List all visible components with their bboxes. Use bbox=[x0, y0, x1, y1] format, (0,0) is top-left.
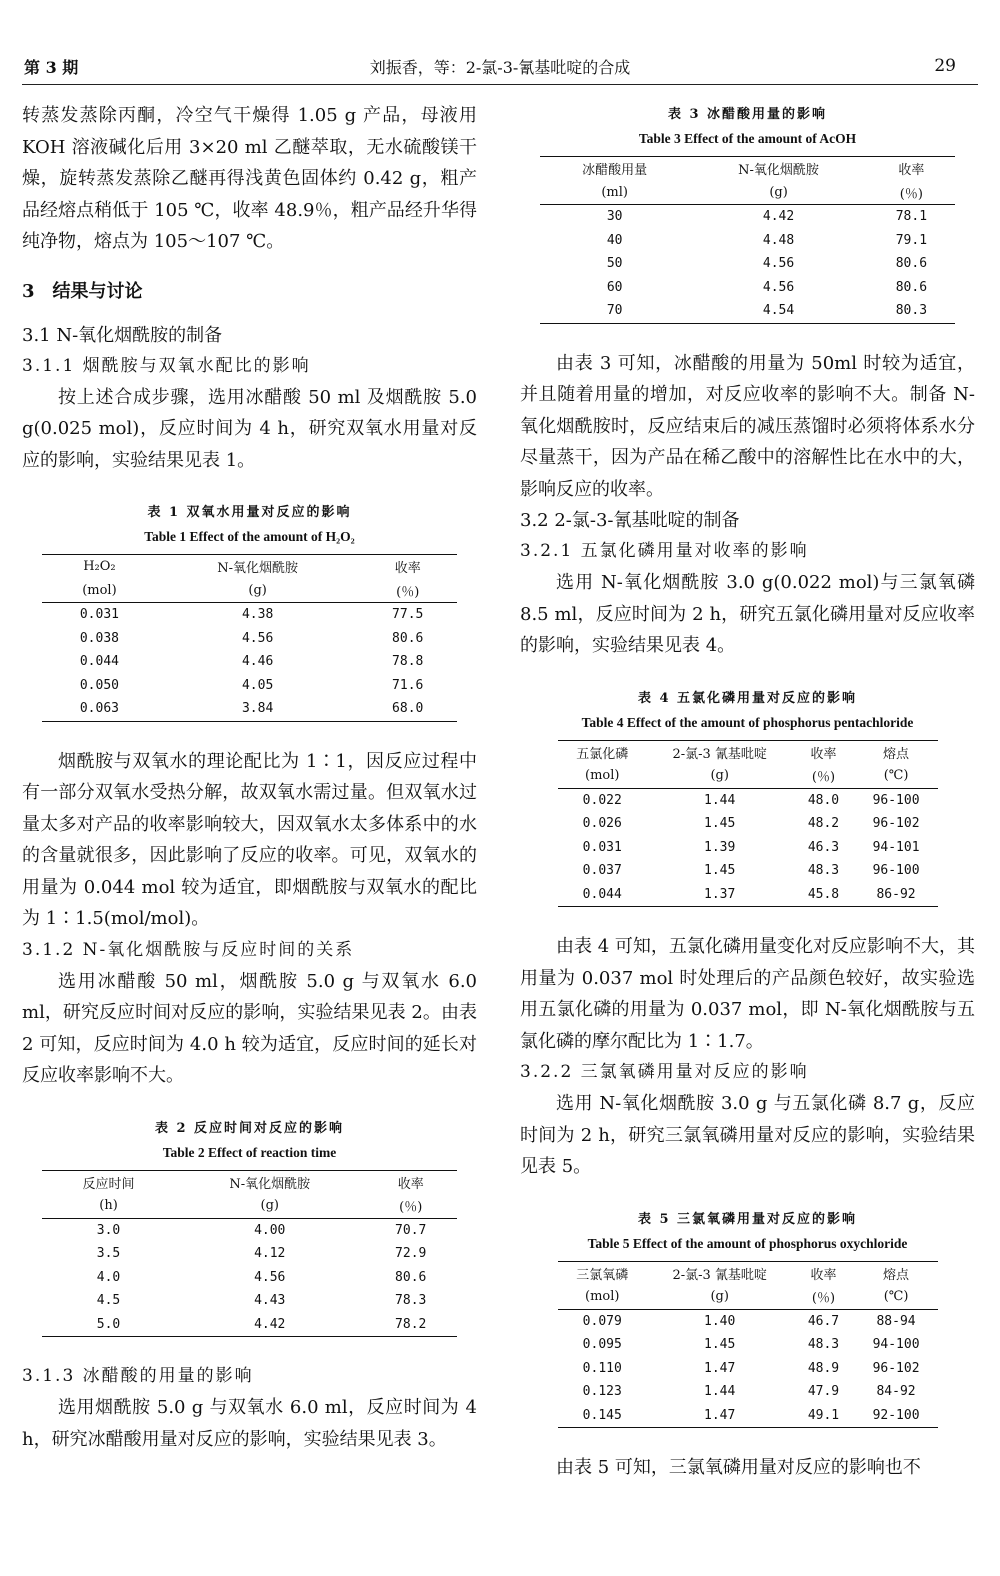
column-header: 冰醋酸用量 bbox=[582, 163, 648, 179]
column-header: N-氧化烟酰胺 bbox=[229, 1176, 311, 1192]
table-caption-zh: 表 4 五氯化磷用量对反应的影响 bbox=[637, 690, 858, 706]
column-header: 熔点 bbox=[883, 1267, 910, 1283]
header-rule bbox=[22, 84, 978, 85]
table-cell: 48.3 bbox=[807, 863, 840, 879]
column-header: H₂O₂ bbox=[83, 559, 116, 575]
table-row bbox=[558, 836, 938, 860]
running-title: 刘振香，等：2-氯-3-氰基吡啶的合成 bbox=[369, 58, 631, 77]
table-cell: 48.2 bbox=[807, 816, 840, 832]
table-row bbox=[558, 788, 938, 812]
paragraph-3-1-1: 按上述合成步骤，选用冰醋酸 50 ml 及烟酰胺 5.0 g(0.025 mol)，反应时间为 4 h，研究双氧水用量对反应的影响，实验结果见表 1。 bbox=[22, 386, 477, 471]
table-caption-zh: 表 5 三氯氧磷用量对反应的影响 bbox=[637, 1211, 858, 1227]
table-cell: 80.6 bbox=[895, 279, 928, 295]
table-cell: 1.37 bbox=[704, 886, 736, 902]
table-cell: 88-94 bbox=[876, 1313, 916, 1329]
table-5 bbox=[520, 1209, 975, 1429]
table-cell: 3.0 bbox=[96, 1222, 121, 1238]
table-row bbox=[42, 603, 457, 627]
table-row bbox=[42, 1289, 457, 1313]
paragraph-after-table-4: 由表 4 可知，五氯化磷用量变化对反应影响不大，其用量为 0.037 mol 时处理后的产品颜色较好，故实验选用五氯化磷的用量为 0.037 mol，即 N-氧化烟酰胺与五氯化磷的摩尔配比为 1∶1.7。 bbox=[520, 936, 976, 1052]
table-cell: 0.022 bbox=[582, 792, 622, 808]
table-cell: 4.38 bbox=[241, 607, 274, 623]
table-row bbox=[42, 1266, 457, 1290]
table-cell: 45.8 bbox=[807, 886, 840, 902]
table-cell: 49.1 bbox=[807, 1407, 840, 1423]
table-cell: 30 bbox=[606, 209, 623, 225]
table-row bbox=[42, 697, 457, 721]
data-table bbox=[42, 1170, 457, 1338]
table-row bbox=[540, 276, 955, 300]
column-unit: (ml) bbox=[540, 181, 689, 205]
table-row bbox=[558, 1309, 938, 1333]
data-table bbox=[42, 554, 457, 722]
table-cell: 0.031 bbox=[79, 607, 119, 623]
table-cell: 78.1 bbox=[895, 209, 928, 225]
table-cell: 4.43 bbox=[254, 1293, 286, 1309]
table-cell: 71.6 bbox=[392, 677, 424, 693]
table-cell: 46.3 bbox=[807, 839, 840, 855]
table-cell: 70.7 bbox=[395, 1222, 427, 1238]
table-cell: 0.123 bbox=[582, 1384, 622, 1400]
table-cell: 40 bbox=[606, 232, 623, 248]
table-caption-en: Table 2 Effect of reaction time bbox=[162, 1144, 337, 1160]
table-cell: 78.8 bbox=[392, 654, 424, 670]
table-cell: 4.54 bbox=[762, 303, 795, 319]
table-cell: 1.45 bbox=[704, 1337, 736, 1353]
table-cell: 78.3 bbox=[395, 1293, 427, 1309]
column-unit: (％) bbox=[364, 1194, 457, 1218]
table-row bbox=[42, 1313, 457, 1337]
table-cell: 3.84 bbox=[241, 701, 274, 717]
table-cell: 80.6 bbox=[395, 1269, 427, 1285]
table-cell: 1.47 bbox=[704, 1360, 736, 1376]
column-header: 收率 bbox=[397, 1176, 424, 1192]
column-unit: (g) bbox=[175, 1194, 364, 1218]
column-unit: (g) bbox=[647, 764, 792, 788]
table-caption-en: Table 4 Effect of the amount of phosphorus pentachloride bbox=[581, 714, 914, 730]
table-cell: 94-100 bbox=[872, 1337, 920, 1353]
table-cell: 47.9 bbox=[807, 1384, 840, 1400]
subsection-3-1-2: 3.1.2 N-氧化烟酰胺与反应时间的关系 bbox=[22, 939, 355, 960]
table-caption-en: Table 3 Effect of the amount of AcOH bbox=[638, 131, 857, 146]
table-row bbox=[558, 859, 938, 883]
table-cell: 3.5 bbox=[96, 1246, 121, 1262]
table-cell: 94-101 bbox=[872, 839, 920, 855]
column-header: N-氧化烟酰胺 bbox=[738, 163, 819, 179]
table-cell: 0.031 bbox=[582, 839, 622, 855]
table-row bbox=[558, 883, 938, 907]
table-cell: 92-100 bbox=[872, 1407, 920, 1423]
table-unit-row bbox=[558, 764, 938, 788]
table-cell: 46.7 bbox=[807, 1313, 840, 1329]
column-header: 收率 bbox=[898, 163, 925, 179]
column-unit: (g) bbox=[157, 579, 359, 603]
table-header-row bbox=[540, 157, 955, 181]
table-cell: 84-92 bbox=[876, 1384, 916, 1400]
table-cell: 0.044 bbox=[582, 886, 622, 902]
data-table bbox=[540, 156, 955, 324]
table-cell: 4.05 bbox=[241, 677, 274, 693]
table-cell: 4.46 bbox=[241, 654, 274, 670]
table-unit-row bbox=[42, 1194, 457, 1218]
table-cell: 4.56 bbox=[254, 1269, 286, 1285]
table-2 bbox=[22, 1118, 477, 1338]
table-cell: 79.1 bbox=[895, 232, 928, 248]
table-unit-row bbox=[42, 579, 457, 603]
column-header: 2-氯-3 氰基吡啶 bbox=[672, 746, 767, 762]
table-4 bbox=[520, 688, 975, 908]
table-header-row bbox=[42, 555, 457, 579]
table-header-row bbox=[558, 1261, 938, 1285]
table-cell: 0.095 bbox=[582, 1337, 622, 1353]
table-cell: 4.48 bbox=[762, 232, 795, 248]
table-caption-zh: 表 2 反应时间对反应的影响 bbox=[154, 1120, 345, 1136]
table-cell: 4.5 bbox=[96, 1293, 121, 1309]
table-cell: 1.40 bbox=[704, 1313, 736, 1329]
table-cell: 0.044 bbox=[79, 654, 119, 670]
table-caption-zh: 表 3 冰醋酸用量的影响 bbox=[667, 107, 828, 122]
data-table bbox=[558, 1261, 938, 1429]
column-unit: (mol) bbox=[558, 764, 648, 788]
paragraph-3-1-2: 选用冰醋酸 50 ml，烟酰胺 5.0 g 与双氧水 6.0 ml，研究反应时间对反应的影响，实验结果见表 2。由表 2 可知，反应时间为 4.0 h 较为适宜，反应时间的延长对反应收率影响不大。 bbox=[22, 970, 477, 1086]
table-unit-row bbox=[540, 181, 955, 205]
table-cell: 80.3 bbox=[895, 303, 928, 319]
column-header: 反应时间 bbox=[82, 1176, 135, 1192]
subsection-3-1-1: 3.1.1 烟酰胺与双氧水配比的影响 bbox=[22, 355, 311, 376]
column-header: 2-氯-3 氰基吡啶 bbox=[672, 1267, 767, 1283]
table-cell: 0.110 bbox=[582, 1360, 622, 1376]
table-cell: 4.42 bbox=[762, 209, 795, 225]
right-column bbox=[520, 100, 975, 1484]
table-cell: 77.5 bbox=[392, 607, 424, 623]
table-cell: 70 bbox=[606, 303, 623, 319]
table-header-row bbox=[558, 740, 938, 764]
table-caption-en: Table 5 Effect of the amount of phosphorus oxychloride bbox=[587, 1235, 908, 1251]
table-row bbox=[42, 627, 457, 651]
table-cell: 0.037 bbox=[582, 863, 622, 879]
table-row bbox=[558, 1333, 938, 1357]
column-header: 收率 bbox=[810, 746, 837, 762]
table-row bbox=[42, 650, 457, 674]
table-cell: 96-100 bbox=[872, 792, 920, 808]
table-cell: 1.47 bbox=[704, 1407, 736, 1423]
column-header: 收率 bbox=[394, 561, 421, 577]
table-row bbox=[558, 1357, 938, 1381]
table-row bbox=[540, 299, 955, 323]
table-cell: 96-102 bbox=[872, 1360, 920, 1376]
table-caption-zh: 表 1 双氧水用量对反应的影响 bbox=[147, 505, 352, 520]
section-number: 3 bbox=[22, 280, 35, 302]
column-header: 收率 bbox=[810, 1267, 837, 1283]
table-cell: 50 bbox=[606, 256, 623, 272]
table-3 bbox=[520, 104, 975, 324]
table-header-row bbox=[42, 1170, 457, 1194]
paragraph-after-table-1: 烟酰胺与双氧水的理论配比为 1∶1，因反应过程中有一部分双氧水受热分解，故双氧水需过量。但双氧水过量太多对产品的收率影响较大，因双氧水太多体系中的水的含量就很多，因此影响了反应的收率。可见，双氧水的用量为 0.044 mol 较为适宜，即烟酰胺与双氧水的配比为 1∶1.5(mol/mol)。 bbox=[22, 750, 477, 929]
table-cell: 0.026 bbox=[582, 816, 622, 832]
paragraph-last: 由表 5 可知，三氯氧磷用量对反应的影响也不 bbox=[556, 1457, 921, 1478]
table-cell: 80.6 bbox=[895, 256, 928, 272]
table-cell: 48.0 bbox=[807, 792, 840, 808]
table-cell: 1.44 bbox=[704, 792, 736, 808]
table-row bbox=[558, 1380, 938, 1404]
paragraph-intro: 转蒸发蒸除丙酮，冷空气干燥得 1.05 g 产品，母液用 KOH 溶液碱化后用 3×20 ml 乙醚萃取，无水硫酸镁干燥，旋转蒸发蒸除乙醚再得浅黄色固体约 0.42 g，粗产品经熔点稍低于 105 ℃，收率 48.9％，粗产品经升华得纯净物，熔点为 105～107 ℃。 bbox=[22, 105, 477, 252]
table-cell: 68.0 bbox=[392, 701, 424, 717]
page-number: 29 bbox=[934, 56, 956, 76]
table-cell: 0.050 bbox=[79, 677, 119, 693]
table-cell: 86-92 bbox=[876, 886, 916, 902]
table-row bbox=[540, 229, 955, 253]
column-header: 熔点 bbox=[883, 746, 910, 762]
table-cell: 0.063 bbox=[79, 701, 119, 717]
table-row bbox=[558, 1404, 938, 1428]
column-unit: (％) bbox=[358, 579, 457, 603]
subsection-3-2-1: 3.2.1 五氯化磷用量对收率的影响 bbox=[520, 541, 809, 561]
table-cell: 1.39 bbox=[704, 839, 736, 855]
column-unit: (h) bbox=[42, 1194, 175, 1218]
column-unit: (％) bbox=[868, 181, 955, 205]
table-row bbox=[42, 674, 457, 698]
table-cell: 5.0 bbox=[96, 1316, 121, 1332]
table-cell: 48.9 bbox=[807, 1360, 840, 1376]
table-cell: 1.45 bbox=[704, 816, 736, 832]
column-header: 五氯化磷 bbox=[576, 746, 629, 762]
table-cell: 1.45 bbox=[704, 863, 736, 879]
table-1 bbox=[22, 502, 477, 722]
table-cell: 0.079 bbox=[582, 1313, 622, 1329]
table-row bbox=[42, 1242, 457, 1266]
subsection-3-1: 3.1 N-氧化烟酰胺的制备 bbox=[22, 324, 223, 346]
subsection-3-2-2: 3.2.2 三氯氧磷用量对反应的影响 bbox=[520, 1062, 809, 1082]
column-unit: (℃) bbox=[855, 1285, 938, 1309]
table-row bbox=[540, 205, 955, 229]
data-table bbox=[558, 740, 938, 908]
column-unit: (mol) bbox=[42, 579, 157, 603]
table-row bbox=[42, 1218, 457, 1242]
table-cell: 80.6 bbox=[392, 630, 424, 646]
paragraph-after-table-3: 由表 3 可知，冰醋酸的用量为 50ml 时较为适宜，并且随着用量的增加，对反应收率的影响不大。制备 N-氧化烟酰胺时，反应结束后的减压蒸馏时必须将体系水分尽量蒸干，因为产品在稀乙酸中的溶解性比在水中的大，影响反应的收率。 bbox=[520, 352, 975, 500]
column-unit: (％) bbox=[792, 764, 854, 788]
table-cell: 4.00 bbox=[254, 1222, 286, 1238]
table-cell: 96-100 bbox=[872, 863, 920, 879]
table-row bbox=[558, 812, 938, 836]
table-row bbox=[540, 252, 955, 276]
table-cell: 78.2 bbox=[395, 1316, 427, 1332]
table-cell: 48.3 bbox=[807, 1337, 840, 1353]
column-unit: (g) bbox=[689, 181, 867, 205]
table-cell: 4.56 bbox=[241, 630, 274, 646]
table-cell: 72.9 bbox=[395, 1246, 427, 1262]
column-unit: (mol) bbox=[558, 1285, 648, 1309]
table-cell: 4.42 bbox=[254, 1316, 286, 1332]
table-cell: 4.56 bbox=[762, 256, 795, 272]
subsection-3-1-3: 3.1.3 冰醋酸的用量的影响 bbox=[22, 1366, 254, 1386]
column-header: 三氯氧磷 bbox=[576, 1267, 629, 1283]
table-cell: 0.038 bbox=[79, 630, 119, 646]
table-cell: 1.44 bbox=[704, 1384, 736, 1400]
column-unit: (℃) bbox=[855, 764, 938, 788]
paragraph-3-2-1: 选用 N-氧化烟酰胺 3.0 g(0.022 mol)与三氯氧磷 8.5 ml，反应时间为 2 h，研究五氯化磷用量对反应收率的影响，实验结果见表 4。 bbox=[520, 572, 975, 656]
paragraph-3-2-2: 选用 N-氧化烟酰胺 3.0 g 与五氯化磷 8.7 g，反应时间为 2 h，研究三氯氧磷用量对反应的影响，实验结果见表 5。 bbox=[520, 1093, 975, 1177]
section-title: 结果与讨论 bbox=[52, 280, 143, 302]
table-caption-en: Table 1 Effect of the amount of H₂O₂ bbox=[144, 529, 355, 544]
table-cell: 4.12 bbox=[254, 1246, 286, 1262]
column-unit: (g) bbox=[647, 1285, 792, 1309]
page-header bbox=[0, 0, 1000, 88]
column-header: N-氧化烟酰胺 bbox=[217, 561, 299, 577]
issue-number: 第 3 期 bbox=[24, 58, 79, 77]
section-heading-3 bbox=[22, 278, 477, 306]
table-cell: 0.145 bbox=[582, 1407, 622, 1423]
table-cell: 96-102 bbox=[872, 816, 920, 832]
left-column bbox=[22, 100, 477, 1455]
column-unit: (％) bbox=[792, 1285, 854, 1309]
table-cell: 60 bbox=[606, 279, 623, 295]
table-cell: 4.0 bbox=[96, 1269, 121, 1285]
table-cell: 4.56 bbox=[762, 279, 795, 295]
subsection-3-2: 3.2 2-氯-3-氰基吡啶的制备 bbox=[520, 510, 740, 531]
paragraph-3-1-3: 选用烟酰胺 5.0 g 与双氧水 6.0 ml，反应时间为 4 h，研究冰醋酸用量对反应的影响，实验结果见表 3。 bbox=[22, 1397, 477, 1450]
table-unit-row bbox=[558, 1285, 938, 1309]
